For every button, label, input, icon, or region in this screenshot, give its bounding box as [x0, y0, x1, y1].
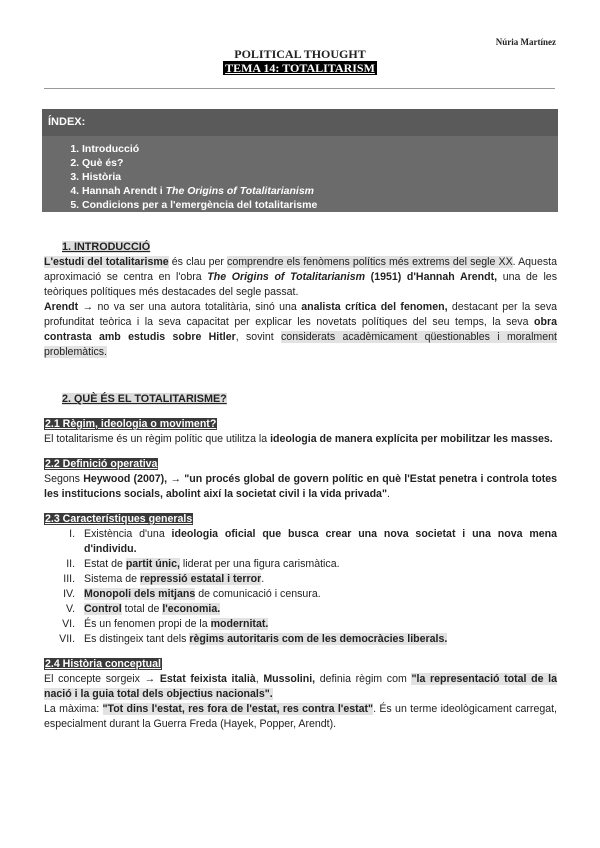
paragraph: Arendt → no va ser una autora totalitària, sinó una analista crítica del fenomen, destacant per la seva profunditat teòrica i la seva capacitat per explicar les novetats polítiques del seu temps, la seva obra contrasta amb estudis sobre Hitler, sovint considerats acadèmicament qüestionables i moralment problemàtics. — [44, 301, 558, 358]
index-item: 4. Hannah Arendt i The Origins of Totalitarianism — [82, 184, 558, 198]
index-item: 1. Introducció — [82, 142, 558, 156]
subsection-heading: 2.3 Característiques generals — [45, 513, 193, 525]
index-title: ÍNDEX: — [42, 109, 558, 136]
header-divider — [44, 88, 555, 89]
list-item: II. Estat de partit únic, liderat per una figura carismàtica. — [78, 557, 557, 572]
list-item: VI. És un fenomen propi de la modernitat. — [78, 617, 557, 632]
paragraph: La màxima: "Tot dins l'estat, res fora de l'estat, res contra l'estat". És un terme ideològicament carregat, especialment durant la Guerra Freda (Hayek, Popper, Arendt). — [44, 703, 558, 730]
paragraph: Segons Heywood (2007), → "un procés global de govern polític en què l'Estat penetra i controla totes les institucions socials, abolint així la societat civil i la vida privada". — [44, 473, 558, 500]
document-subtitle: TEMA 14: TOTALITARISM — [225, 61, 375, 75]
document-title: POLITICAL THOUGHT — [234, 47, 366, 61]
index-item: 2. Què és? — [82, 156, 558, 170]
index-box — [42, 109, 558, 212]
subsection-heading: 2.2 Definició operativa — [45, 458, 158, 470]
list-item: III. Sistema de repressió estatal i terror. — [78, 572, 557, 587]
list-item: I. Existència d'una ideologia oficial que busca crear una nova societat i una nova mena d'individu. — [78, 527, 557, 557]
document-titles — [0, 47, 600, 75]
paragraph: L'estudi del totalitarisme és clau per comprendre els fenòmens polítics més extrems del segle XX. Aquesta aproximació se centra en l'obra The Origins of Totalitarianism (1951) d'Hannah Arendt, una de les teòriques polítiques més destacades del segle passat. — [44, 256, 557, 298]
list-item: IV. Monopoli dels mitjans de comunicació i censura. — [78, 587, 557, 602]
index-list — [42, 142, 558, 212]
characteristics-list — [44, 527, 557, 647]
paragraph: El totalitarisme és un règim polític que utilitza la ideologia de manera explícita per mobilitzar les masses. — [44, 433, 553, 445]
index-item: 5. Condicions per a l'emergència del totalitarisme — [82, 198, 558, 212]
subsection-heading: 2.1 Règim, ideologia o moviment? — [45, 418, 217, 430]
section-heading: 1. INTRODUCCIÓ — [62, 241, 151, 253]
list-item: V. Control total de l'economia. — [78, 602, 557, 617]
section-heading: 2. QUÈ ÉS EL TOTALITARISME? — [62, 393, 227, 405]
paragraph: El concepte sorgeix → Estat feixista italià, Mussolini, definia règim com "la representació total de la nació i la guia total dels objectius nacionals". — [44, 673, 558, 700]
index-item: 3. Història — [82, 170, 558, 184]
author-name: Núria Martínez — [495, 37, 556, 47]
subsection-heading: 2.4 Història conceptual — [45, 658, 161, 670]
document-body — [44, 240, 557, 732]
list-item: VII. Es distingeix tant dels règims autoritaris com de les democràcies liberals. — [78, 632, 557, 647]
